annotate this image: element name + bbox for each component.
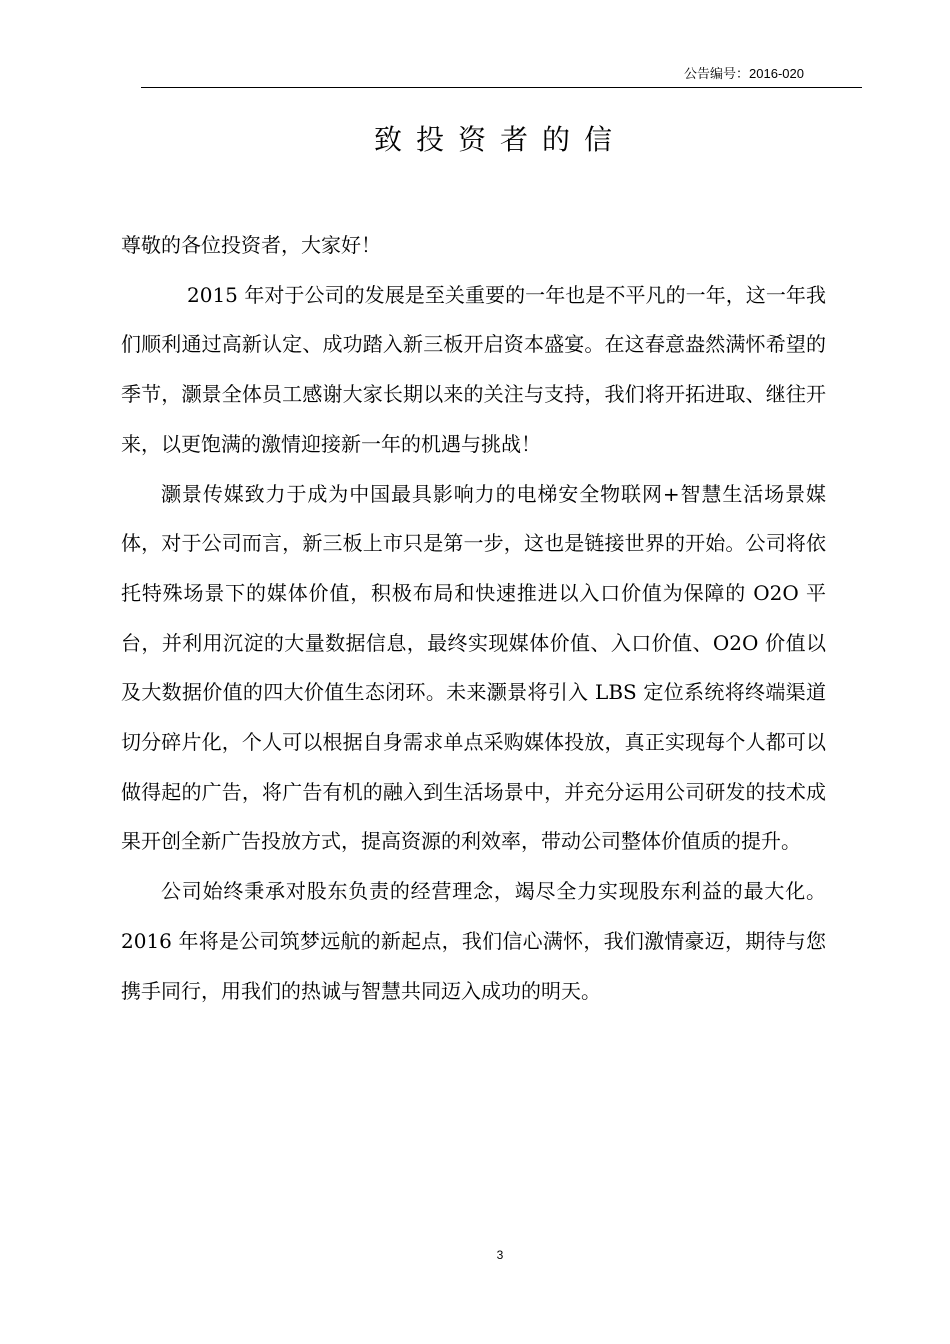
page-number: 3 (496, 1248, 504, 1262)
document-title: 致投资者的信 (373, 123, 626, 156)
announcement-number: 公告编号：2016-020 (684, 66, 804, 81)
paragraph-1: 2015 年对于公司的发展是至关重要的一年也是不平凡的一年，这一年我们顺利通过高新认定、成功踏入新三板开启资本盛宴。在这春意盎然满怀希望的季节，灏景全体员工感谢大家长期以来的关注与支持，我们将开拓进取、继往开来，以更饱满的激情迎接新一年的机遇与挑战！ (121, 282, 826, 456)
letter-body (121, 221, 826, 1016)
header-divider (141, 87, 862, 88)
paragraph-2: 灏景传媒致力于成为中国最具影响力的电梯安全物联网+智慧生活场景媒体，对于公司而言，新三板上市只是第一步，这也是链接世界的开始。公司将依托特殊场景下的媒体价值，积极布局和快速推进以入口价值为保障的 O2O 平台，并利用沉淀的大量数据信息，最终实现媒体价值、入口价值、O2O 价值以及大数据价值的四大价值生态闭环。未来灏景将引入 LBS 定位系统将终端渠道切分碎片化，个人可以根据自身需求单点采购媒体投放，真正实现每个人都可以做得起的广告，将广告有机的融入到生活场景中，并充分运用公司研发的技术成果开创全新广告投放方式，提高资源的利效率，带动公司整体价值质的提升。 (121, 481, 826, 854)
paragraph-3: 公司始终秉承对股东负责的经营理念，竭尽全力实现股东利益的最大化。2016 年将是公司筑梦远航的新起点，我们信心满怀，我们激情豪迈，期待与您携手同行，用我们的热诚与智慧共同迈入成功的明天。 (121, 879, 826, 1003)
greeting: 尊敬的各位投资者，大家好！ (121, 233, 381, 257)
